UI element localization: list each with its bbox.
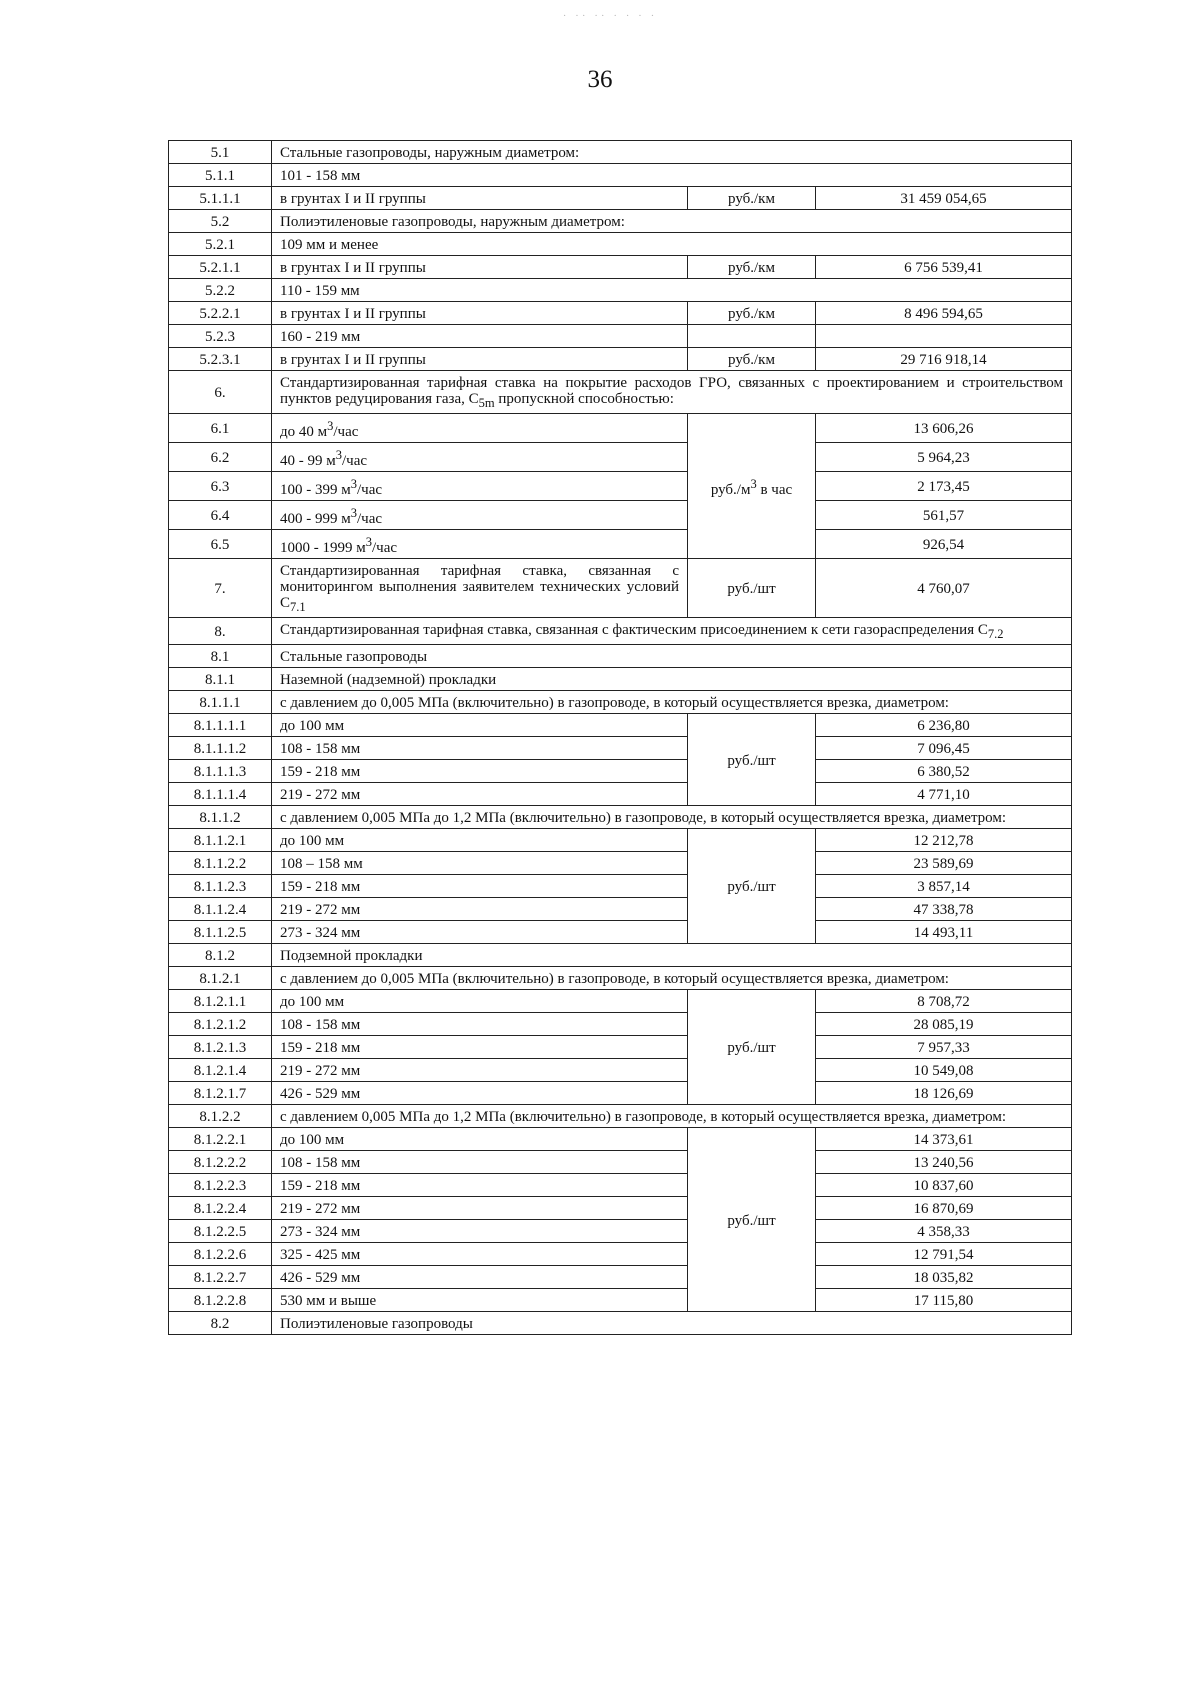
row-description: до 40 $м^3$/час — [272, 414, 688, 443]
row-description: 400 - 999 $м^3$/час — [272, 501, 688, 530]
group-unit: руб./шт — [688, 990, 816, 1105]
row-value: 13 240,56 — [816, 1151, 1072, 1174]
table-row — [169, 279, 1072, 302]
row-number: 8.2 — [169, 1312, 272, 1335]
row-description: 219 - 272 мм — [272, 1059, 688, 1082]
row-number: 8.1.2.2.7 — [169, 1266, 272, 1289]
row-value: 29 716 918,14 — [816, 348, 1072, 371]
row-number: 7. — [169, 559, 272, 618]
row-number: 5.2 — [169, 210, 272, 233]
row-number: 6. — [169, 371, 272, 414]
table-row — [169, 256, 1072, 279]
row-number: 8.1.2 — [169, 944, 272, 967]
row-unit: руб./км — [688, 187, 816, 210]
row-description: 108 - 158 мм — [272, 1151, 688, 1174]
row-description: в грунтах I и II группы — [272, 187, 688, 210]
group-unit: $руб./м^3$ в час — [688, 414, 816, 559]
table-row — [169, 875, 1072, 898]
row-unit: руб./км — [688, 348, 816, 371]
table-row — [169, 1105, 1072, 1128]
row-value: 31 459 054,65 — [816, 187, 1072, 210]
row-number: 6.3 — [169, 472, 272, 501]
row-description: 159 - 218 мм — [272, 760, 688, 783]
row-description: 160 - 219 мм — [272, 325, 688, 348]
row-description: 110 - 159 мм — [272, 279, 1072, 302]
table-row — [169, 348, 1072, 371]
row-unit: руб./км — [688, 256, 816, 279]
row-value: 14 493,11 — [816, 921, 1072, 944]
row-value: 12 791,54 — [816, 1243, 1072, 1266]
row-value: 18 126,69 — [816, 1082, 1072, 1105]
row-value: 6 756 539,41 — [816, 256, 1072, 279]
row-number: 8.1.1.1.3 — [169, 760, 272, 783]
row-description: с давлением до 0,005 МПа (включительно) в газопроводе, в который осуществляется врезка, диаметром: — [272, 967, 1072, 990]
row-number: 5.1 — [169, 141, 272, 164]
table-row — [169, 1013, 1072, 1036]
row-number: 8.1.1 — [169, 668, 272, 691]
table-row — [169, 210, 1072, 233]
row-value: 561,57 — [816, 501, 1072, 530]
row-description: 426 - 529 мм — [272, 1082, 688, 1105]
row-description: Стандартизированная тарифная ставка, связанная с мониторингом выполнения заявителем технических условий $C_{7.1}$ — [272, 559, 688, 618]
table-row — [169, 164, 1072, 187]
table-row — [169, 233, 1072, 256]
table-row — [169, 783, 1072, 806]
row-description: с давлением 0,005 МПа до 1,2 МПа (включительно) в газопроводе, в который осуществляется врезка, диаметром: — [272, 1105, 1072, 1128]
table-row — [169, 302, 1072, 325]
row-number: 8.1.1.2 — [169, 806, 272, 829]
row-number: 6.2 — [169, 443, 272, 472]
group-unit: руб./шт — [688, 829, 816, 944]
table-row — [169, 645, 1072, 668]
row-description: в грунтах I и II группы — [272, 302, 688, 325]
row-description: Стандартизированная тарифная ставка, связанная с фактическим присоединением к сети газораспределения $C_{7.2}$ — [272, 618, 1072, 645]
table-row — [169, 714, 1072, 737]
table-row — [169, 1151, 1072, 1174]
row-description: 273 - 324 мм — [272, 1220, 688, 1243]
table-row — [169, 443, 1072, 472]
row-value: 13 606,26 — [816, 414, 1072, 443]
row-number: 8.1.2.2.5 — [169, 1220, 272, 1243]
row-value: 16 870,69 — [816, 1197, 1072, 1220]
row-number: 8.1.2.1.4 — [169, 1059, 272, 1082]
row-description: 159 - 218 мм — [272, 1036, 688, 1059]
row-value: 8 708,72 — [816, 990, 1072, 1013]
table-row — [169, 737, 1072, 760]
row-value: 4 771,10 — [816, 783, 1072, 806]
row-description: 325 - 425 мм — [272, 1243, 688, 1266]
row-number: 8.1.2.2.3 — [169, 1174, 272, 1197]
row-number: 6.1 — [169, 414, 272, 443]
table-row — [169, 371, 1072, 414]
row-description: 109 мм и менее — [272, 233, 1072, 256]
row-value: 7 096,45 — [816, 737, 1072, 760]
row-number: 6.4 — [169, 501, 272, 530]
row-description: 108 – 158 мм — [272, 852, 688, 875]
row-number: 8.1.1.2.5 — [169, 921, 272, 944]
table-row — [169, 760, 1072, 783]
table-row — [169, 1243, 1072, 1266]
scan-artifact: · ·· ·· · · · · — [562, 10, 658, 22]
row-number: 8.1.1.2.2 — [169, 852, 272, 875]
row-unit: руб./шт — [688, 559, 816, 618]
row-number: 5.2.3.1 — [169, 348, 272, 371]
table-row — [169, 530, 1072, 559]
row-description: Полиэтиленовые газопроводы — [272, 1312, 1072, 1335]
table-row — [169, 852, 1072, 875]
row-description: до 100 мм — [272, 990, 688, 1013]
row-number: 8.1.2.2.8 — [169, 1289, 272, 1312]
row-value: 7 957,33 — [816, 1036, 1072, 1059]
table-row — [169, 1036, 1072, 1059]
table-row — [169, 990, 1072, 1013]
row-number: 8.1.1.1.1 — [169, 714, 272, 737]
row-number: 8.1.2.1.3 — [169, 1036, 272, 1059]
row-number: 5.2.1.1 — [169, 256, 272, 279]
row-value: 6 380,52 — [816, 760, 1072, 783]
table-row — [169, 1266, 1072, 1289]
table-row — [169, 806, 1072, 829]
row-number: 8.1.2.2.1 — [169, 1128, 272, 1151]
table-row — [169, 414, 1072, 443]
row-value: 23 589,69 — [816, 852, 1072, 875]
table-row — [169, 668, 1072, 691]
row-description: 101 - 158 мм — [272, 164, 1072, 187]
table-row — [169, 1289, 1072, 1312]
row-number: 5.2.2.1 — [169, 302, 272, 325]
row-number: 8.1.1.2.1 — [169, 829, 272, 852]
row-number: 5.2.2 — [169, 279, 272, 302]
row-description: 219 - 272 мм — [272, 783, 688, 806]
row-value: 3 857,14 — [816, 875, 1072, 898]
row-number: 8. — [169, 618, 272, 645]
row-description: 108 - 158 мм — [272, 737, 688, 760]
row-value: 4 358,33 — [816, 1220, 1072, 1243]
row-number: 8.1.2.2 — [169, 1105, 272, 1128]
row-number: 8.1.1.1.4 — [169, 783, 272, 806]
row-value: 10 837,60 — [816, 1174, 1072, 1197]
row-value: 10 549,08 — [816, 1059, 1072, 1082]
table-row — [169, 187, 1072, 210]
row-value: 47 338,78 — [816, 898, 1072, 921]
row-number: 8.1.2.1.1 — [169, 990, 272, 1013]
table-row — [169, 141, 1072, 164]
row-description: 159 - 218 мм — [272, 875, 688, 898]
row-description: 1000 - 1999 $м^3$/час — [272, 530, 688, 559]
group-unit: руб./шт — [688, 714, 816, 806]
row-description: Полиэтиленовые газопроводы, наружным диаметром: — [272, 210, 1072, 233]
table-row — [169, 1128, 1072, 1151]
row-number: 8.1 — [169, 645, 272, 668]
table-row — [169, 1197, 1072, 1220]
row-description: с давлением до 0,005 МПа (включительно) в газопроводе, в который осуществляется врезка, диаметром: — [272, 691, 1072, 714]
row-description: 219 - 272 мм — [272, 1197, 688, 1220]
row-description: Стальные газопроводы, наружным диаметром: — [272, 141, 1072, 164]
table-row — [169, 325, 1072, 348]
row-number: 5.2.3 — [169, 325, 272, 348]
table-row — [169, 967, 1072, 990]
row-value: 926,54 — [816, 530, 1072, 559]
row-description: 530 мм и выше — [272, 1289, 688, 1312]
row-description: 108 - 158 мм — [272, 1013, 688, 1036]
row-number: 8.1.1.2.4 — [169, 898, 272, 921]
table-row — [169, 1174, 1072, 1197]
table-row — [169, 898, 1072, 921]
row-number: 5.2.1 — [169, 233, 272, 256]
row-value: 5 964,23 — [816, 443, 1072, 472]
table-row — [169, 829, 1072, 852]
row-description: в грунтах I и II группы — [272, 348, 688, 371]
row-description: Наземной (надземной) прокладки — [272, 668, 1072, 691]
row-description: до 100 мм — [272, 714, 688, 737]
row-value: 8 496 594,65 — [816, 302, 1072, 325]
row-description: Стальные газопроводы — [272, 645, 1072, 668]
row-number: 8.1.2.1 — [169, 967, 272, 990]
row-number: 5.1.1.1 — [169, 187, 272, 210]
row-unit-empty — [688, 325, 816, 348]
row-number: 6.5 — [169, 530, 272, 559]
table-row — [169, 472, 1072, 501]
row-description: 40 - 99 $м^3$/час — [272, 443, 688, 472]
table-row — [169, 1059, 1072, 1082]
table-row — [169, 559, 1072, 618]
table-row — [169, 1220, 1072, 1243]
row-value: 6 236,80 — [816, 714, 1072, 737]
row-description: с давлением 0,005 МПа до 1,2 МПа (включительно) в газопроводе, в который осуществляется врезка, диаметром: — [272, 806, 1072, 829]
row-number: 8.1.1.2.3 — [169, 875, 272, 898]
row-description: до 100 мм — [272, 1128, 688, 1151]
row-value: 18 035,82 — [816, 1266, 1072, 1289]
row-description: 273 - 324 мм — [272, 921, 688, 944]
group-unit: руб./шт — [688, 1128, 816, 1312]
row-number: 8.1.2.2.4 — [169, 1197, 272, 1220]
row-number: 8.1.2.2.2 — [169, 1151, 272, 1174]
row-description: 159 - 218 мм — [272, 1174, 688, 1197]
row-description: в грунтах I и II группы — [272, 256, 688, 279]
row-value: 2 173,45 — [816, 472, 1072, 501]
table-row — [169, 1312, 1072, 1335]
row-value: 17 115,80 — [816, 1289, 1072, 1312]
row-unit: руб./км — [688, 302, 816, 325]
row-number: 8.1.2.2.6 — [169, 1243, 272, 1266]
row-description: Подземной прокладки — [272, 944, 1072, 967]
row-description: 219 - 272 мм — [272, 898, 688, 921]
row-number: 8.1.2.1.7 — [169, 1082, 272, 1105]
row-description: 100 - 399 $м^3$/час — [272, 472, 688, 501]
page-number: 36 — [587, 66, 613, 93]
table-row — [169, 691, 1072, 714]
tariff-table — [168, 140, 1072, 1335]
table-row — [169, 501, 1072, 530]
table-row — [169, 921, 1072, 944]
table-row — [169, 1082, 1072, 1105]
table-row — [169, 944, 1072, 967]
row-value: 4 760,07 — [816, 559, 1072, 618]
row-description: Стандартизированная тарифная ставка на покрытие расходов ГРО, связанных с проектированием и строительством пунктов редуцирования газа, $C_{5m}$ пропускной способностью: — [272, 371, 1072, 414]
row-number: 8.1.2.1.2 — [169, 1013, 272, 1036]
row-number: 8.1.1.1.2 — [169, 737, 272, 760]
row-value: 28 085,19 — [816, 1013, 1072, 1036]
row-value-empty — [816, 325, 1072, 348]
row-value: 12 212,78 — [816, 829, 1072, 852]
row-description: до 100 мм — [272, 829, 688, 852]
row-number: 5.1.1 — [169, 164, 272, 187]
table-row — [169, 618, 1072, 645]
row-number: 8.1.1.1 — [169, 691, 272, 714]
row-description: 426 - 529 мм — [272, 1266, 688, 1289]
row-value: 14 373,61 — [816, 1128, 1072, 1151]
